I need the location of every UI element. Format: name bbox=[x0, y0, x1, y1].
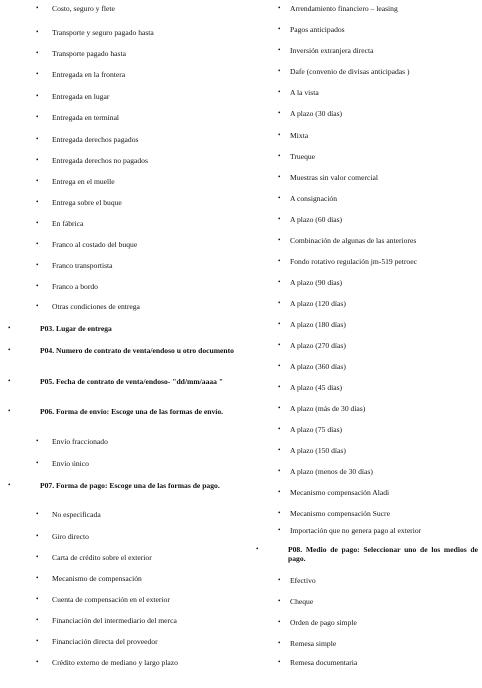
document-page: • Costo, seguro y flete • Transporte y seguro pagado hasta • Transporte pagado hasta • Entregada en la frontera • Entregada en lugar • Entregada en terminal • Entregada derechos pagados • Entregada derechos no pagados • Entrega en el muelle • Entrega sobre el buque • En fábrica • Franco al costado del buque • Franco transportista • Franco a bordo • Otras condiciones de entrega • P03. Lugar de entrega • P04. Numero de contrato de venta/endoso u otro documento • P05. Fecha de contrato de venta/endoso- "dd/mm/aaaa " • P06. Forma de envío: Escoge una de las formas de envío. • Envío fraccionado • Envío único • P07. Forma de pago: Escoge una de las formas de pago. • No especificada • Giro directo • Carta de crédito sobre el exterior • Mecanismo de compensación • Cuenta de compensación en el exterior • Financiación del intermediario del merca • Financiación directa del proveedor • Crédito externo de mediano y largo plazo • Arrendamiento financiero – leasing • Pagos anticipados • Inversión extranjera directa • Dafe (convenio de divisas anticipadas ) • A la vista • A plazo (30 días) • Mixta • Trueque • Muestras sin valor comercial • A consignación • A plazo (60 días) • Combinación de algunas de las anteriores • Fondo rotativo regulación jm-519 petroec • A plazo (90 días) • A plazo (120 días) • A plazo (180 días) • A plazo (270 días) • A plazo (360 días) • A plazo (45 días) • A plazo (más de 30 días) • A plazo (75 días) • A plazo (150 días) • A plazo (menos de 30 días) • Mecanismo compensación Aladi • Mecanismo compensación Sucre • Importación que no genera pago al exterior • P08. Medio de pago: Seleccionar uno de los medios de pago. • Efectivo • Cheque • Orden de pago simple • Remesa simple • Remesa documentaria bbox=[8, 4, 478, 667]
